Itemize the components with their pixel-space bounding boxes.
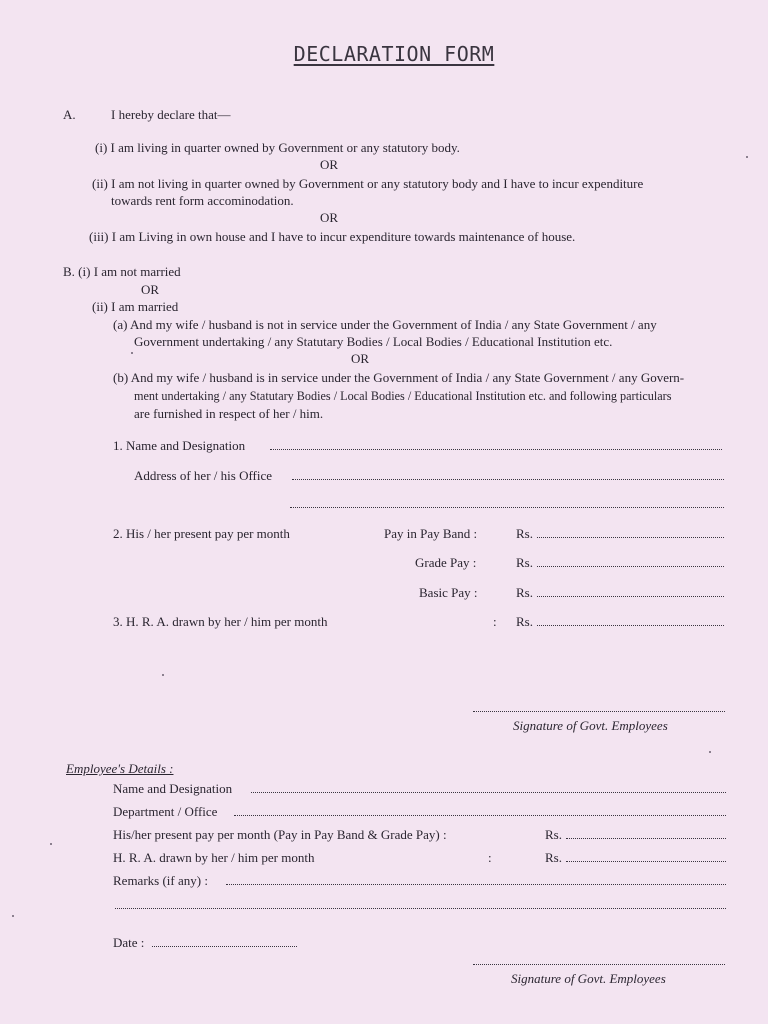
employee-pay-rs: Rs. (545, 827, 562, 842)
section-a-intro: I hereby declare that— (111, 107, 231, 122)
section-b-or-1: OR (141, 282, 160, 297)
employee-remarks-line-2[interactable] (115, 908, 726, 909)
employee-remarks-line-1[interactable] (226, 884, 726, 885)
date-label: Date : (113, 935, 145, 950)
section-a-option-3: (iii) I am Living in own house and I have to incur expenditure towards maintenance of house. (89, 229, 576, 244)
field-basic-pay-rs: Rs. (516, 585, 533, 600)
field-name-designation-label: 1. Name and Designation (113, 438, 246, 453)
field-basic-pay-label: Basic Pay : (419, 585, 478, 600)
field-name-designation-line[interactable] (270, 449, 722, 450)
employee-remarks-label: Remarks (if any) : (113, 873, 208, 888)
signature-line-2[interactable] (473, 964, 725, 965)
field-hra-line[interactable] (537, 625, 724, 626)
field-pay-band-label: Pay in Pay Band : (384, 526, 478, 541)
field-hra-label: 3. H. R. A. drawn by her / him per month (113, 614, 328, 629)
section-a-option-1: (i) I am living in quarter owned by Government or any statutory body. (95, 140, 460, 155)
section-b-or-2: OR (351, 351, 370, 366)
section-a-option-2-line-1: (ii) I am not living in quarter owned by Government or any statutory body and I have to incur expenditure (92, 176, 644, 191)
section-a-option-2-line-2: towards rent form accominodation. (111, 193, 294, 208)
section-b-option-a-line-1: (a) And my wife / husband is not in service under the Government of India / any State Government / any (113, 317, 657, 332)
section-a-or-1: OR (320, 157, 339, 172)
section-b-option-b-line-3: are furnished in respect of her / him. (134, 406, 324, 421)
scan-speck (162, 674, 164, 676)
field-pay-band-line[interactable] (537, 537, 724, 538)
employee-pay-label: His/her present pay per month (Pay in Pay Band & Grade Pay) : (113, 827, 447, 842)
signature-caption-1: Signature of Govt. Employees (513, 718, 668, 733)
section-b-option-a-line-2: Government undertaking / any Statutary Bodies / Local Bodies / Educational Institution etc. (134, 334, 613, 349)
employee-pay-line[interactable] (566, 838, 726, 839)
field-pay-band-rs: Rs. (516, 526, 533, 541)
field-hra-colon: : (493, 614, 497, 629)
field-grade-pay-line[interactable] (537, 566, 724, 567)
section-b-not-married: B. (i) I am not married (63, 264, 181, 279)
employee-hra-rs: Rs. (545, 850, 562, 865)
form-title: DECLARATION FORM (293, 42, 495, 66)
section-a-or-2: OR (320, 210, 339, 225)
date-line[interactable] (152, 946, 297, 947)
scan-speck (50, 843, 52, 845)
field-grade-pay-label: Grade Pay : (415, 555, 477, 570)
employee-hra-line[interactable] (566, 861, 726, 862)
scan-speck (709, 751, 711, 753)
field-pay-label: 2. His / her present pay per month (113, 526, 290, 541)
field-grade-pay-rs: Rs. (516, 555, 533, 570)
signature-caption-2: Signature of Govt. Employees (511, 971, 666, 986)
section-b-option-b-line-2: ment undertaking / any Statutary Bodies / Local Bodies / Educational Institution etc. and following particulars (134, 389, 672, 403)
employee-name-label: Name and Designation (113, 781, 233, 796)
employee-hra-label: H. R. A. drawn by her / him per month (113, 850, 315, 865)
employee-dept-line[interactable] (234, 815, 726, 816)
employee-details-heading: Employee's Details : (66, 761, 174, 776)
employee-name-line[interactable] (251, 792, 726, 793)
field-hra-rs: Rs. (516, 614, 533, 629)
employee-hra-colon: : (488, 850, 492, 865)
field-basic-pay-line[interactable] (537, 596, 724, 597)
scan-speck (131, 352, 133, 354)
employee-dept-label: Department / Office (113, 804, 218, 819)
scan-speck (746, 156, 748, 158)
section-b-option-b-line-1: (b) And my wife / husband is in service under the Government of India / any State Government / any Govern- (113, 370, 685, 385)
section-b-married: (ii) I am married (92, 299, 179, 314)
section-a-label: A. (63, 107, 76, 122)
field-address-line-1[interactable] (292, 479, 724, 480)
field-address-line-2[interactable] (290, 507, 724, 508)
scan-speck (12, 915, 14, 917)
field-address-label: Address of her / his Office (134, 468, 273, 483)
signature-line-1[interactable] (473, 711, 725, 712)
